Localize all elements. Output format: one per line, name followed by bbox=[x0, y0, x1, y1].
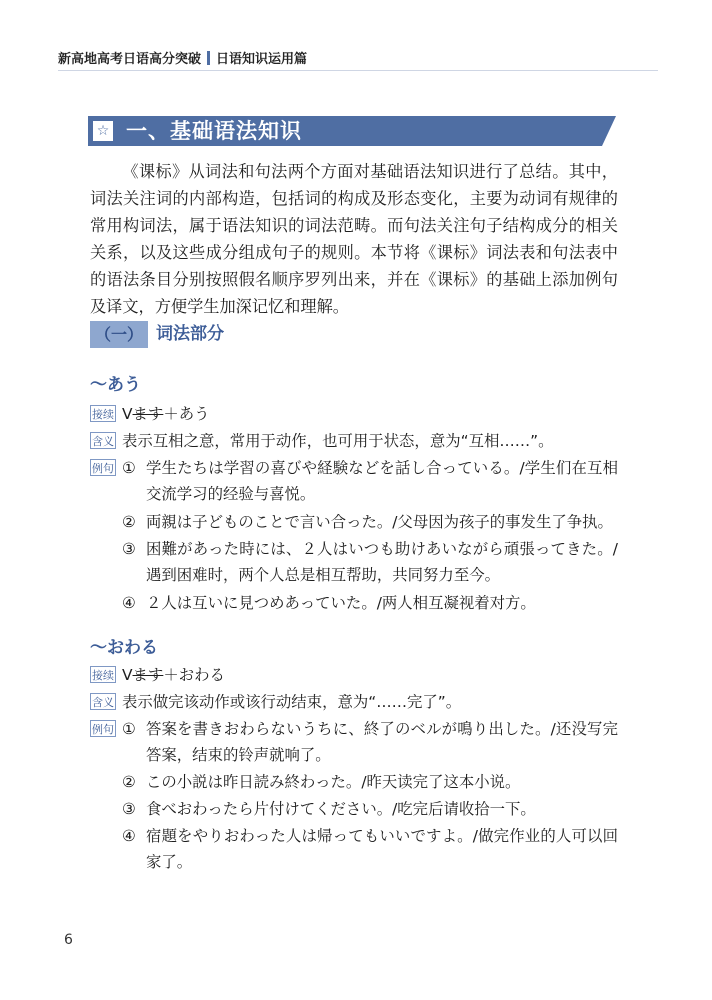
example-number: ③ bbox=[122, 800, 136, 818]
example-text: 困難があった時には、２人はいつも助けあいながら頑張ってきた。/遇到困难时，两个人总是相互帮助，共同努力至今。 bbox=[146, 540, 618, 584]
example-number: ② bbox=[122, 773, 136, 791]
example-text: 宿題をやりおわった人は帰ってもいいですよ。/做完作业的人可以回家了。 bbox=[146, 827, 618, 871]
subsection-title: 词法部分 bbox=[156, 324, 224, 344]
example-text: この小説は昨日読み終わった。/昨天读完了这本小说。 bbox=[146, 773, 521, 791]
book-title: 新高地高考日语高分突破 bbox=[58, 52, 202, 67]
example-text: 学生たちは学習の喜びや経験などを話し合っている。/学生们在互相交流学习的经验与喜悦。 bbox=[146, 459, 618, 503]
entry-heading: ～おわる bbox=[90, 638, 158, 658]
running-header bbox=[58, 48, 307, 67]
connection-tag: 接续 bbox=[90, 405, 116, 422]
connection-text: Vます＋おわる bbox=[122, 666, 225, 684]
meaning-text: 表示做完该动作或该行动结束，意为“……完了”。 bbox=[122, 693, 462, 711]
connection-tag: 接续 bbox=[90, 666, 116, 683]
page-number: 6 bbox=[64, 932, 73, 948]
example-tag: 例句 bbox=[90, 720, 116, 737]
connection-text: Vます＋あう bbox=[122, 405, 210, 423]
section-title: 一、基础语法知识 bbox=[126, 119, 302, 143]
example-tag: 例句 bbox=[90, 459, 116, 476]
example-number: ① bbox=[122, 459, 136, 477]
example-text: ２人は互いに見つめあっていた。/两人相互凝视着对方。 bbox=[146, 594, 536, 612]
example-number: ① bbox=[122, 720, 136, 738]
star-icon: ☆ bbox=[92, 120, 114, 142]
section-intro: 《课标》从词法和句法两个方面对基础语法知识进行了总结。其中，词法关注词的内部构造，包括词的构成及形态变化，主要为动词有规律的常用构词法，属于语法知识的词法范畴。而句法关注句子结构成分的相关关系，以及这些成分组成句子的规则。本节将《课标》词法表和句法表中的语法条目分别按照假名顺序罗列出来，并在《课标》的基础上添加例句及译文，方便学生加深记忆和理解。 bbox=[90, 162, 618, 316]
example-number: ④ bbox=[122, 827, 136, 845]
example-number: ③ bbox=[122, 540, 136, 558]
header-divider bbox=[207, 51, 210, 65]
subsection-number: （一） bbox=[94, 325, 143, 344]
header-section-name: 日语知识运用篇 bbox=[216, 52, 308, 67]
example-text: 答案を書きおわらないうちに、終了のベルが鳴り出した。/还没写完答案，结束的铃声就响了。 bbox=[146, 720, 618, 764]
example-number: ④ bbox=[122, 594, 136, 612]
entry-heading: ～あう bbox=[90, 375, 141, 395]
example-number: ② bbox=[122, 513, 136, 531]
meaning-tag: 含义 bbox=[90, 693, 116, 710]
example-text: 両親は子どものことで言い合った。/父母因为孩子的事发生了争执。 bbox=[146, 513, 613, 531]
subsection-number-tab bbox=[90, 321, 148, 348]
header-rule bbox=[58, 70, 658, 71]
example-text: 食べおわったら片付けてください。/吃完后请收拾一下。 bbox=[146, 800, 536, 818]
meaning-tag: 含义 bbox=[90, 432, 116, 449]
section-banner bbox=[88, 116, 616, 146]
meaning-text: 表示互相之意，常用于动作，也可用于状态，意为“互相……”。 bbox=[122, 432, 554, 450]
